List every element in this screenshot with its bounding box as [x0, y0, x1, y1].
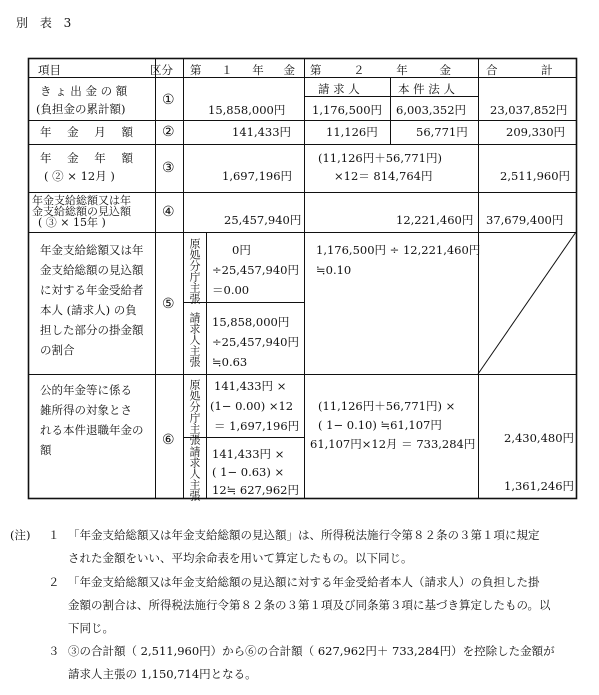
row3-label-line2: ( ② × 12月 ) — [44, 169, 115, 183]
header-col2: 第 ２ 年 金 — [310, 63, 465, 77]
row5-b-line: ≒0.63 — [212, 355, 248, 369]
row5-col2-line: 1,176,500円 ÷ 12,221,460円 — [316, 243, 481, 257]
row1-col1-value: 15,858,000円 — [208, 103, 286, 117]
row5-circle-number: ⑤ — [162, 296, 175, 312]
note1-line1: 「年金支給総額又は年金支給総額の見込額」は、所得税法施行令第８２条の３第１項に規定 — [68, 528, 540, 542]
row4-total-value: 37,679,400円 — [486, 213, 564, 227]
row5-b-line: 15,858,000円 — [212, 315, 290, 329]
row4-label-line2: 金支給総額の見込額 — [32, 205, 131, 218]
note3-number: ３ — [48, 644, 60, 658]
row6-a-line: ＝ 1,697,196円 — [214, 419, 300, 433]
row1-label-line2: (負担金の累計額) — [36, 102, 126, 116]
header-col3: 合 計 — [486, 63, 573, 77]
row6-col2-line: ( 1− 0.10) ≒61,107円 — [318, 418, 442, 432]
row2-total-value: 209,330円 — [506, 125, 566, 139]
row6-col2-line: (11,126円＋56,771円) × — [318, 399, 456, 413]
row3-label-line1: 年 金 年 額 — [40, 151, 139, 165]
header-col1: 第 １ 年 金 — [190, 63, 303, 77]
row1-corp-value: 6,003,352円 — [396, 103, 467, 117]
row3-circle-number: ③ — [162, 160, 175, 176]
row3-col2-line2: ×12＝ 814,764円 — [334, 169, 433, 183]
row1-total-value: 23,037,852円 — [490, 103, 568, 117]
note3-line2: 請求人主張の 1,150,714円となる。 — [68, 667, 257, 681]
row6-total-b: 1,361,246円 — [504, 479, 575, 493]
note3-line1: ③の合計額（ 2,511,960円）から⑥の合計額（ 627,962円＋ 733,284円）を控除した金額が — [68, 644, 555, 658]
header-corp: 本 件 法 人 — [398, 82, 455, 96]
row3-col1-value: 1,697,196円 — [222, 169, 293, 183]
row5-a-line: 0円 — [232, 243, 251, 257]
row2-label: 年 金 月 額 — [40, 125, 139, 139]
page-title: 別 表 3 — [16, 16, 76, 30]
row6-label-line: 額 — [40, 443, 52, 457]
row1-claimant-value: 1,176,500円 — [312, 103, 383, 117]
notes-prefix: (注) — [10, 528, 31, 542]
row6-label-line: 公的年金等に係る — [40, 383, 132, 397]
row2-claimant-value: 11,126円 — [326, 125, 378, 139]
row6-label-line: 雑所得の対象とさ — [40, 403, 132, 417]
row4-col1-value: 25,457,940円 — [224, 213, 302, 227]
note1-number: １ — [48, 528, 60, 542]
row5-a-line: ＝0.00 — [212, 283, 250, 297]
row3-total-value: 2,511,960円 — [500, 169, 571, 183]
row6-b-line: 141,433円 × — [212, 447, 285, 461]
row6-col2-line: 61,107円×12月 ＝ 733,284円 — [310, 437, 476, 451]
row5-side-a-label: 原処分庁主張 — [188, 238, 201, 304]
row2-col1-value: 141,433円 — [232, 125, 292, 139]
row5-b-line: ÷25,457,940円 — [212, 335, 299, 349]
row1-label-line1: き ょ 出 金 の 額 — [40, 84, 128, 98]
row6-b-line: ( 1− 0.63) × — [212, 465, 285, 479]
row2-circle-number: ② — [162, 124, 175, 140]
row6-a-line: 141,433円 × — [214, 379, 287, 393]
row6-total-a: 2,430,480円 — [504, 431, 575, 445]
row5-label-line: 本人 (請求人) の負 — [40, 303, 137, 317]
note1-line2: された金額をいい、平均余命表を用いて算定したもの。以下同じ。 — [68, 551, 413, 565]
row6-label-line: れる本件退職年金の — [40, 423, 144, 437]
row5-a-line: ÷25,457,940円 — [212, 263, 299, 277]
row6-side-a-label: 原処分庁主張 — [188, 379, 201, 445]
note2-number: ２ — [48, 575, 60, 589]
note2-line1: 「年金支給総額又は年金支給総額の見込額に対する年金受給者本人（請求人）の負担した掛 — [68, 575, 540, 589]
row1-circle-number: ① — [162, 92, 175, 108]
row5-col2-line: ≒0.10 — [316, 263, 352, 277]
row4-label-line1: 年金支給総額又は年 — [32, 194, 131, 207]
row4-label-line3: ( ③ × 15年 ) — [38, 216, 106, 229]
row5-label-line: 担した部分の掛金額 — [40, 323, 144, 337]
row5-label-line: の割合 — [40, 343, 75, 357]
row6-side-b-label: 請求人主張 — [188, 446, 201, 501]
row2-corp-value: 56,771円 — [416, 125, 468, 139]
row5-label-line: に対する年金受給者 — [40, 283, 144, 297]
header-item: 項目 — [38, 63, 61, 77]
row6-b-line: 12≒ 627,962円 — [212, 483, 299, 497]
row4-col2-value: 12,221,460円 — [396, 213, 474, 227]
row6-circle-number: ⑥ — [162, 432, 175, 448]
row5-label-line: 年金支給総額又は年 — [40, 243, 144, 257]
row6-a-line: (1− 0.00) ×12 — [210, 399, 294, 413]
note2-line3: 下同じ。 — [68, 621, 114, 635]
note2-line2: 金額の割合は、所得税法施行令第８２条の３第１項及び同条第３項に基づき算定したもの。以 — [68, 598, 551, 612]
row4-circle-number: ④ — [162, 204, 175, 220]
header-claimant: 請 求 人 — [318, 82, 360, 96]
header-kubun: 区分 — [150, 63, 173, 77]
row5-side-b-label: 請求人主張 — [188, 312, 201, 367]
row3-col2-line1: (11,126円＋56,771円) — [318, 151, 442, 165]
row5-label-line: 金支給総額の見込額 — [40, 263, 144, 277]
